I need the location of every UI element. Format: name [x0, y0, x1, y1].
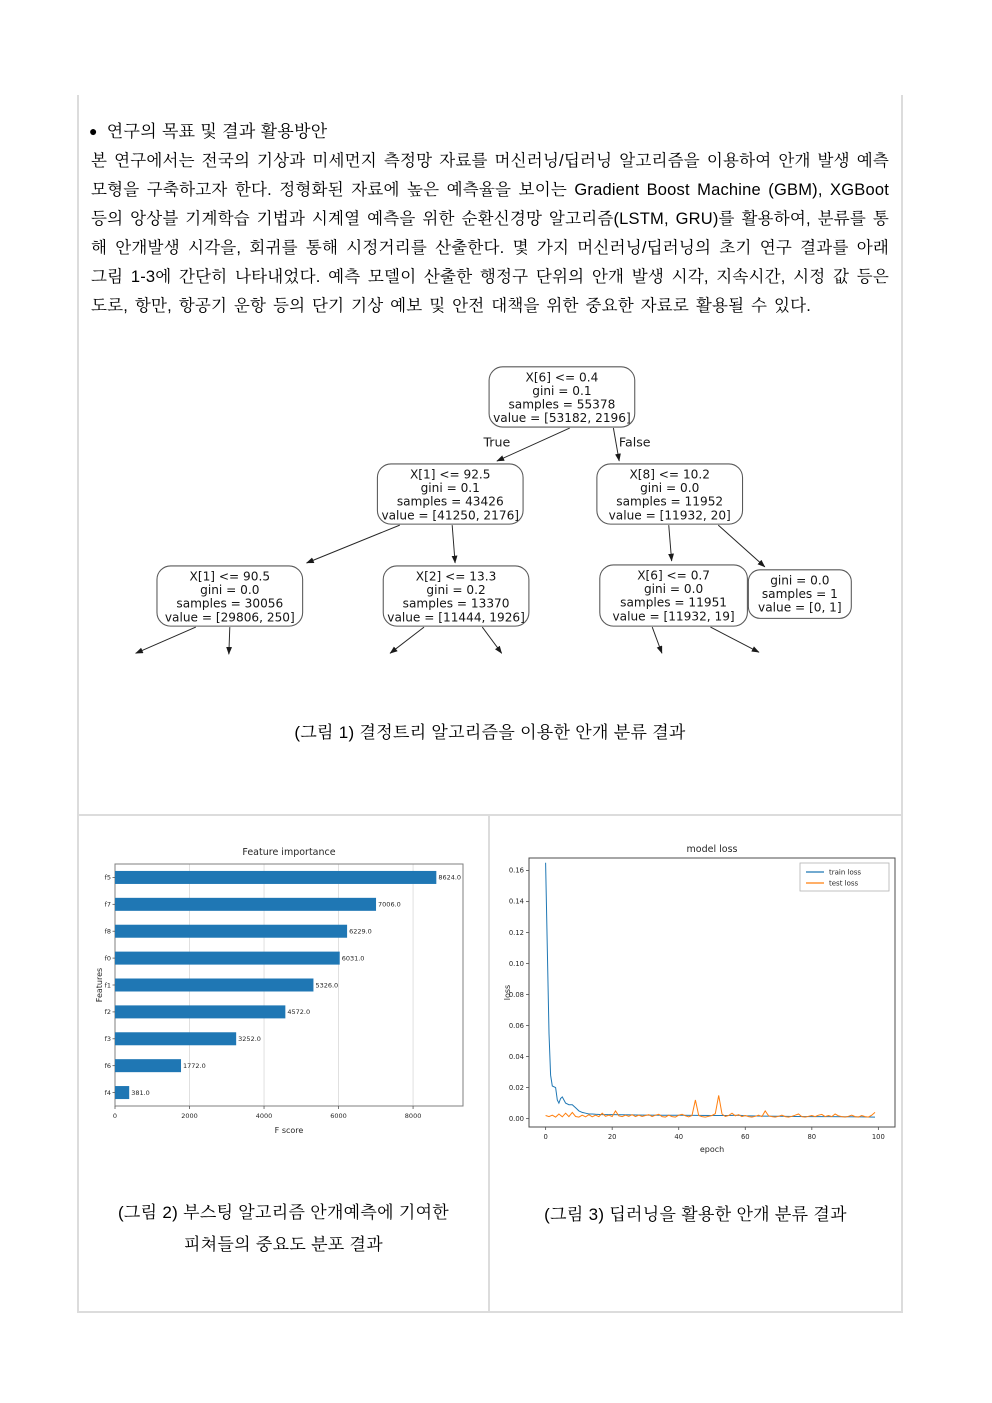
svg-text:value = [0, 1]: value = [0, 1] — [758, 600, 842, 615]
svg-text:X[1] <= 92.5: X[1] <= 92.5 — [409, 467, 491, 482]
section-heading — [89, 117, 891, 147]
legend-label: train loss — [829, 868, 862, 877]
tree-node-left-right — [383, 566, 529, 626]
tree-node-left-left — [157, 566, 303, 626]
content-table — [77, 95, 903, 1313]
y-tick-label: f0 — [104, 954, 111, 963]
x-tick-label: 60 — [740, 1133, 750, 1141]
svg-text:X[2] <= 13.3: X[2] <= 13.3 — [415, 569, 497, 584]
y-tick-label: 0.04 — [508, 1052, 524, 1061]
y-tick-label: 0.08 — [508, 990, 524, 999]
svg-text:value = [53182, 2196]: value = [53182, 2196] — [493, 411, 631, 426]
y-tick-label: 0.06 — [508, 1021, 524, 1030]
decision-tree-figure — [89, 361, 895, 664]
figure2-cell — [79, 816, 490, 1311]
svg-text:gini = 0.0: gini = 0.0 — [640, 481, 700, 496]
edge-false-label: False — [618, 434, 651, 450]
y-tick-label: 0.16 — [508, 866, 524, 875]
figures-row — [79, 816, 901, 1311]
figure2-caption-line1: (그림 2) 부스팅 알고리즘 안개예측에 기여한 — [117, 1203, 450, 1222]
bar-value-label: 8624.0 — [438, 873, 462, 882]
x-axis-label: epoch — [699, 1145, 725, 1154]
svg-text:value = [41250, 2176]: value = [41250, 2176] — [381, 508, 520, 523]
svg-text:samples = 43426: samples = 43426 — [396, 494, 504, 509]
svg-text:samples = 11952: samples = 11952 — [616, 494, 724, 509]
legend-label: test loss — [829, 879, 859, 888]
bar-value-label: 6229.0 — [349, 927, 372, 936]
x-axis-label: F score — [274, 1126, 304, 1135]
tree-node-root — [489, 367, 635, 427]
svg-text:value = [11932, 20]: value = [11932, 20] — [608, 508, 731, 523]
figure3-cell — [490, 816, 901, 1311]
x-tick-label: 80 — [807, 1133, 817, 1141]
svg-text:value = [11444, 1926]: value = [11444, 1926] — [387, 610, 525, 625]
feature-importance-chart — [95, 842, 475, 1152]
svg-text:gini = 0.0: gini = 0.0 — [770, 573, 830, 588]
y-tick-label: f3 — [104, 1035, 111, 1044]
tree-node-leaf — [748, 570, 851, 619]
svg-text:samples = 30056: samples = 30056 — [176, 596, 284, 611]
svg-text:X[8] <= 10.2: X[8] <= 10.2 — [629, 467, 710, 482]
x-tick-label: 4000 — [255, 1112, 273, 1120]
tree-node-left — [377, 464, 523, 524]
figure2-caption — [79, 1197, 488, 1261]
svg-text:gini = 0.1: gini = 0.1 — [420, 481, 480, 496]
x-tick-label: 8000 — [404, 1112, 422, 1120]
y-axis-label: loss — [503, 984, 512, 1001]
y-tick-label: 0.02 — [508, 1083, 524, 1092]
x-tick-label: 6000 — [330, 1112, 347, 1120]
y-tick-label: 0.14 — [508, 897, 524, 906]
y-tick-label: f2 — [104, 1008, 111, 1017]
bar — [115, 1086, 129, 1099]
svg-text:samples = 1: samples = 1 — [761, 586, 838, 601]
figure1-caption: (그림 1) 결정트리 알고리즘을 이용한 안개 분류 결과 — [294, 723, 686, 742]
bar — [115, 1059, 181, 1072]
x-tick-label: 2000 — [181, 1112, 198, 1120]
figure2-caption-line2: 피쳐들의 중요도 분포 결과 — [183, 1235, 383, 1254]
chart-title: Feature importance — [242, 847, 336, 858]
svg-text:samples = 11951: samples = 11951 — [620, 595, 728, 610]
tree-node-right — [597, 464, 743, 524]
y-tick-label: f1 — [104, 981, 111, 990]
y-tick-label: f5 — [104, 873, 111, 882]
svg-text:gini = 0.1: gini = 0.1 — [532, 383, 592, 398]
svg-text:value = [29806, 250]: value = [29806, 250] — [164, 610, 295, 625]
x-tick-label: 0 — [543, 1133, 548, 1141]
svg-text:samples = 13370: samples = 13370 — [402, 596, 510, 611]
svg-text:gini = 0.0: gini = 0.0 — [643, 582, 704, 597]
bar — [115, 898, 376, 911]
svg-text:X[6] <= 0.4: X[6] <= 0.4 — [525, 370, 599, 385]
bar-value-label: 5326.0 — [315, 981, 339, 990]
y-tick-label: f8 — [104, 927, 111, 936]
y-tick-label: f7 — [104, 900, 111, 909]
bar-value-label: 1772.0 — [183, 1061, 206, 1070]
y-axis-label: Features — [95, 967, 104, 1003]
edge-true-label: True — [483, 434, 511, 450]
y-tick-label: 0.00 — [508, 1114, 524, 1123]
tree-node-right-left — [600, 565, 748, 626]
model-loss-chart — [502, 842, 901, 1154]
bar — [115, 1005, 285, 1018]
body-paragraph: 본 연구에서는 전국의 기상과 미세먼지 측정망 자료를 머신러닝/딥러닝 알고리즘을 이용하여 안개 발생 예측 모형을 구축하고자 한다. 정형화된 자료에 높은 예측율을 보이는 Gradient Boost Machine (GBM), XGBoot 등의 앙상블 기계학습 기법과 시계열 예측을 위한 순환신경망 알고리즘(LSTM, GRU)를 활용하여, 분류를 통해 안개발생 시각을, 회귀를 통해 시정거리를 산출한다. 몇 가지 머신러닝/딥러닝의 초기 연구 결과를 아래 그림 1-3에 간단히 나타내었다. 예측 모델이 산출한 행정구 단위의 안개 발생 시각, 지속시간, 시정 값 등은 도로, 항만, 항공기 운항 등의 단기 기상 예보 및 안전 대책을 위한 중요한 자료로 활용될 수 있다. — [91, 152, 889, 315]
y-tick-label: 0.12 — [508, 928, 524, 937]
bar — [115, 952, 340, 965]
bar-value-label: 6031.0 — [341, 954, 365, 963]
model-loss-figure — [502, 842, 901, 1159]
x-tick-label: 100 — [871, 1133, 885, 1141]
bar — [115, 1032, 236, 1045]
bar — [115, 871, 436, 884]
svg-text:samples = 55378: samples = 55378 — [508, 397, 616, 412]
x-tick-label: 20 — [607, 1133, 617, 1141]
y-tick-label: f4 — [104, 1088, 111, 1097]
y-tick-label: 0.10 — [508, 959, 524, 968]
svg-text:gini = 0.0: gini = 0.0 — [200, 583, 260, 598]
x-tick-label: 0 — [112, 1112, 118, 1120]
bar-value-label: 4572.0 — [287, 1008, 311, 1017]
section-research-goals — [79, 95, 901, 816]
chart-title: model loss — [686, 844, 738, 855]
bar — [115, 925, 347, 938]
bullet-icon: ● — [89, 123, 98, 139]
svg-text:X[1] <= 90.5: X[1] <= 90.5 — [189, 569, 271, 584]
svg-text:gini = 0.2: gini = 0.2 — [426, 583, 486, 598]
x-tick-label: 40 — [674, 1133, 684, 1141]
y-tick-label: f6 — [104, 1061, 111, 1070]
bar-value-label: 381.0 — [131, 1088, 150, 1097]
svg-text:value = [11932, 19]: value = [11932, 19] — [612, 609, 735, 624]
svg-text:X[6] <= 0.7: X[6] <= 0.7 — [637, 568, 710, 583]
bar — [115, 979, 313, 992]
figure3-caption: (그림 3) 딥러닝을 활용한 안개 분류 결과 — [544, 1205, 847, 1224]
section-heading-text: 연구의 목표 및 결과 활용방안 — [106, 122, 328, 141]
bar-value-label: 7006.0 — [378, 900, 401, 909]
bar-value-label: 3252.0 — [238, 1035, 261, 1044]
feature-importance-figure — [95, 842, 488, 1157]
